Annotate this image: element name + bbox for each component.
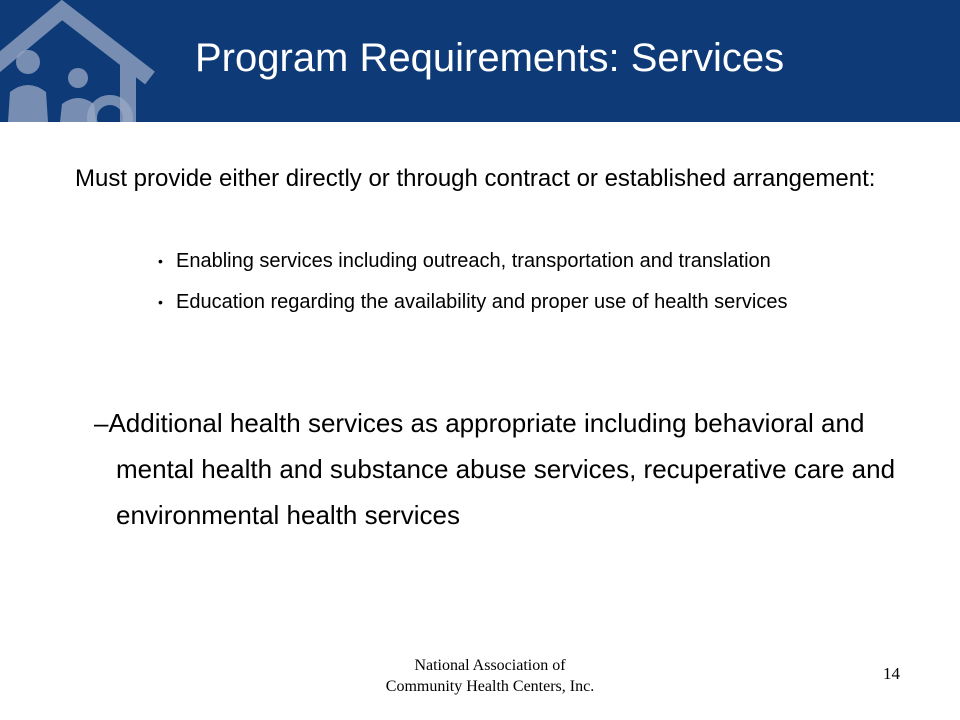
- intro-text: Must provide either directly or through contract or established arrangement:: [75, 165, 876, 192]
- title-banner: [0, 0, 960, 122]
- bullet-dot-icon: •: [158, 294, 163, 310]
- dash-item-text: Additional health services as appropriate including behavioral and mental health and substance abuse services, recuperative care and environmental health services: [108, 408, 896, 530]
- dash-item: [94, 400, 916, 538]
- footer-organization: National Association of Community Health Centers, Inc.: [385, 657, 595, 695]
- house-people-logo-icon: [0, 0, 200, 122]
- list-item: [158, 287, 918, 318]
- bullet-text: Enabling services including outreach, transportation and translation: [176, 250, 771, 272]
- dash-marker: –: [94, 408, 109, 438]
- bullet-list: [158, 246, 918, 328]
- bullet-dot-icon: •: [158, 253, 163, 269]
- slide-title: Program Requirements: Services: [195, 36, 785, 80]
- list-item: [158, 246, 918, 277]
- bullet-text: Education regarding the availability and proper use of health services: [176, 291, 788, 313]
- page-number: 14: [883, 664, 900, 683]
